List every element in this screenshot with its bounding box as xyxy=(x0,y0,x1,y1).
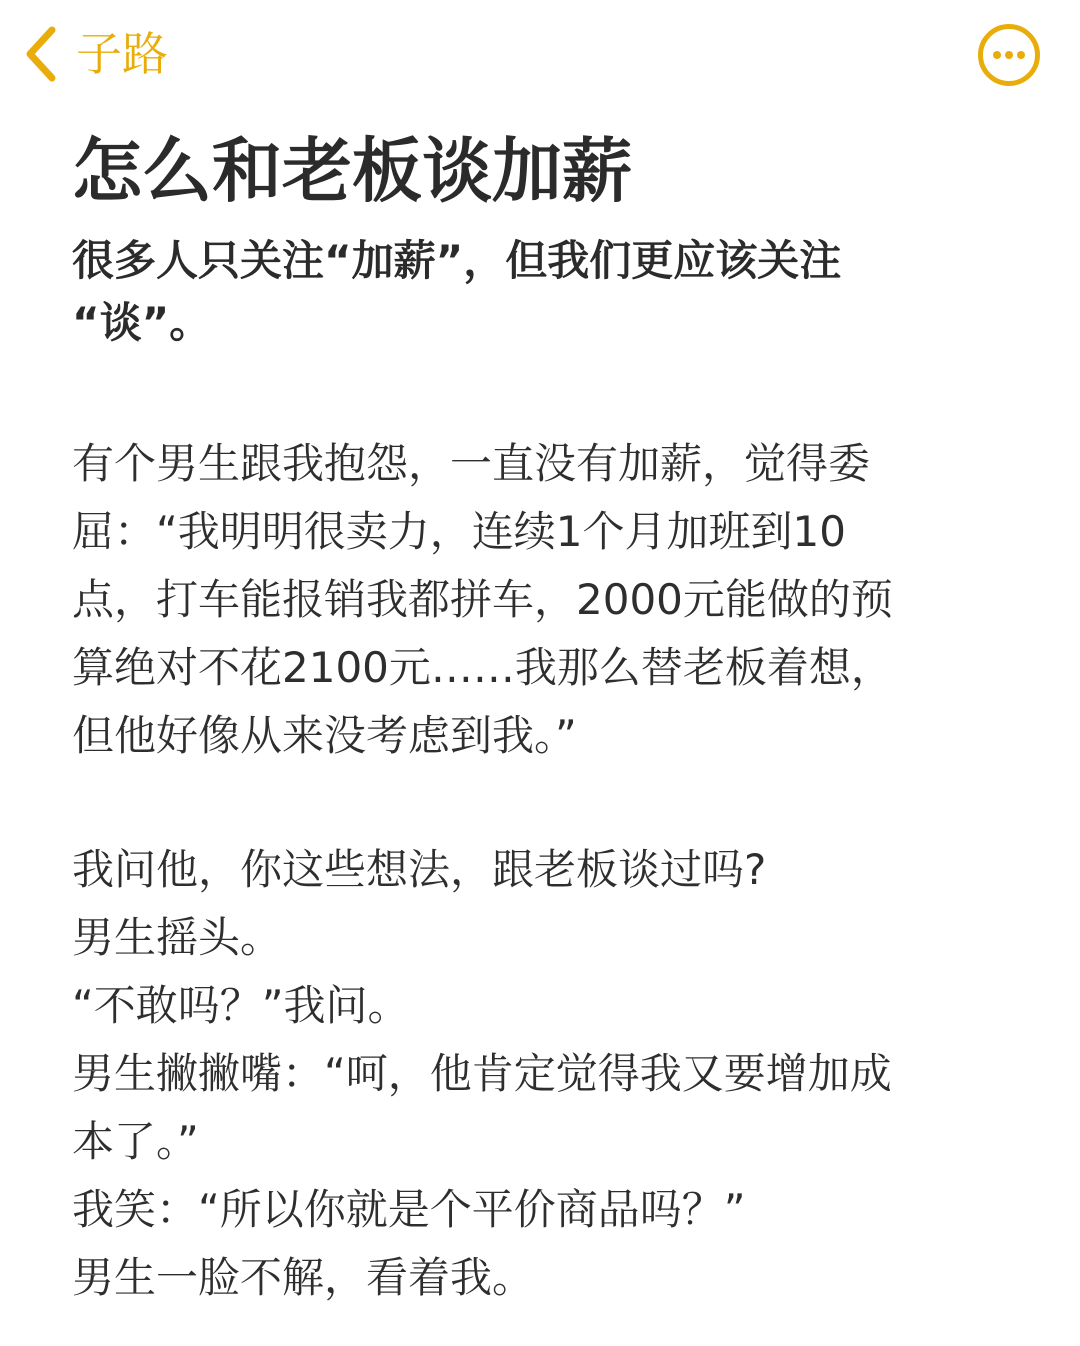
paragraph-line: 我问他，你这些想法，跟老板谈过吗? xyxy=(72,845,767,894)
paragraph-line: 男生摇头。 xyxy=(72,913,283,962)
more-horizontal-icon xyxy=(977,23,1041,87)
paragraph-line: 算绝对不花2100元……我那么替老板着想， xyxy=(72,643,893,692)
back-button[interactable] xyxy=(22,22,168,86)
back-label: 子路 xyxy=(76,27,168,81)
paragraph-line: 本了。” xyxy=(72,1117,199,1166)
note-subtitle xyxy=(72,230,1022,354)
paragraph-1 xyxy=(72,430,1022,770)
chevron-left-icon xyxy=(22,26,58,82)
subtitle-line: 很多人只关注“加薪”，但我们更应该关注 xyxy=(72,236,842,285)
navigation-bar xyxy=(0,0,1080,110)
paragraph-line: 男生撇撇嘴：“呵，他肯定觉得我又要增加成 xyxy=(72,1049,892,1098)
paragraph-line: 但他好像从来没考虑到我。” xyxy=(72,711,577,760)
paragraph-line: 男生一脸不解，看着我。 xyxy=(72,1253,535,1302)
note-title: 怎么和老板谈加薪 xyxy=(72,130,632,212)
paragraph-line: “不敢吗？”我问。 xyxy=(72,981,410,1030)
paragraph-line: 有个男生跟我抱怨，一直没有加薪，觉得委 xyxy=(72,439,871,488)
paragraph-2 xyxy=(72,836,1022,1312)
paragraph-line: 我笑：“所以你就是个平价商品吗？” xyxy=(72,1185,746,1234)
paragraph-line: 点，打车能报销我都拼车，2000元能做的预 xyxy=(72,575,893,624)
more-button[interactable] xyxy=(977,23,1041,87)
paragraph-line: 屈：“我明明很卖力，连续1个月加班到10 xyxy=(72,507,846,556)
subtitle-line: “谈”。 xyxy=(72,298,212,347)
